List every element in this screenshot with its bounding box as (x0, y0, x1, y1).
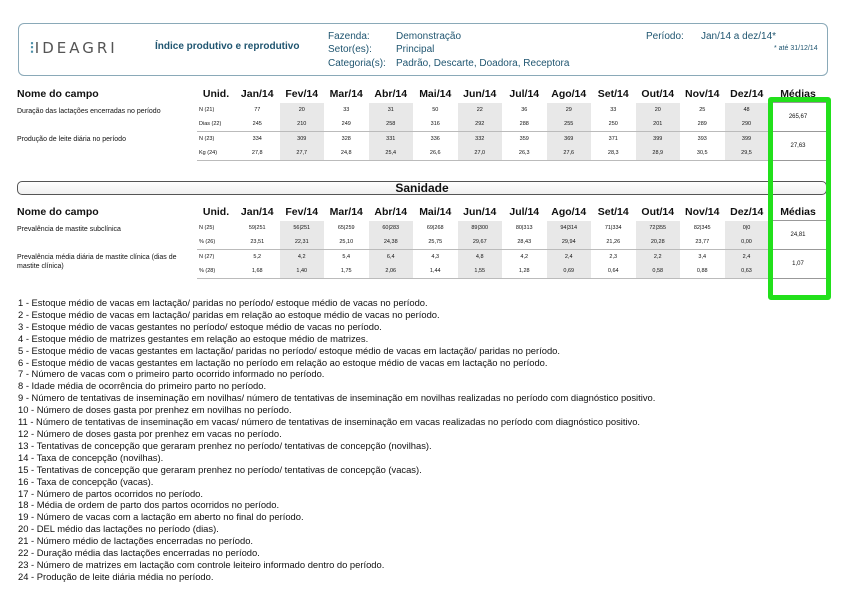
value-cell: 50 (432, 106, 439, 113)
sanidade-table (17, 204, 828, 279)
value-cell: 0,69 (547, 264, 592, 279)
value-cell: 94|314 (547, 221, 592, 235)
footnote-item: 6 - Estoque médio de vacas gestantes em lactação no período em relação ao estoque médio de vacas em lactação no período. (18, 356, 548, 368)
value-cell: 69|268 (426, 224, 444, 231)
column-header-month: Set/14 (597, 206, 629, 219)
logo-mark-icon: ⫶ (30, 39, 34, 57)
category-label: Categoria(s): (328, 58, 386, 69)
value-cell: 25,10 (324, 235, 369, 250)
field-name: Prevalência de mastite subclínica (17, 225, 121, 233)
value-cell: 1,40 (280, 264, 325, 279)
value-cell: 4,2 (520, 253, 529, 260)
value-cell: 249 (324, 117, 369, 132)
value-cell: 23,51 (235, 235, 280, 250)
value-cell: 0,00 (725, 235, 770, 250)
column-header-month: Jul/14 (509, 88, 540, 101)
value-cell: 1,75 (324, 264, 369, 279)
column-header-month: Abr/14 (374, 88, 408, 101)
value-cell: 60|283 (369, 221, 414, 235)
column-header-month: Abr/14 (374, 206, 408, 219)
value-cell: 27,6 (547, 146, 592, 161)
value-cell: 27,0 (458, 146, 503, 161)
value-cell: 26,3 (502, 146, 547, 161)
value-cell: 33 (610, 106, 617, 113)
value-cell: 309 (280, 131, 325, 146)
footnote-item: 10 - Número de doses gasta por prenhez em novilhas no período. (18, 404, 292, 416)
value-cell: 28,9 (636, 146, 681, 161)
field-name: Duração das lactações encerradas no período (17, 107, 161, 115)
value-cell: 1,28 (502, 264, 547, 279)
value-cell: 336 (430, 135, 440, 142)
value-cell: 0,64 (591, 264, 636, 279)
ideagri-logo (30, 39, 118, 57)
value-cell: 369 (547, 131, 592, 146)
value-cell: 25,4 (369, 146, 414, 161)
footnote-item: 2 - Estoque médio de vacas em lactação/ paridas em relação ao estoque médio de vacas no período. (18, 308, 440, 320)
column-header-unit: Unid. (202, 206, 230, 219)
production-table (17, 86, 828, 161)
column-header-month: Mai/14 (419, 88, 452, 101)
value-cell: 20 (636, 103, 681, 117)
column-header-month: Jul/14 (509, 206, 540, 219)
column-header-month: Set/14 (597, 88, 629, 101)
column-header-month: Mar/14 (329, 206, 363, 219)
value-cell: 0|0 (725, 221, 770, 235)
value-cell: 328 (341, 135, 351, 142)
value-cell: 1,44 (413, 264, 458, 279)
value-cell: 24,8 (324, 146, 369, 161)
value-cell: 80|313 (515, 224, 533, 231)
value-cell: 399 (725, 131, 770, 146)
value-cell: 0,88 (680, 264, 725, 279)
header-row (17, 204, 827, 221)
unit-cell: N (27) (199, 253, 215, 260)
footnote-item: 19 - Número de vacas com a lactação em aberto no final do período. (18, 511, 304, 523)
column-header-month: Jun/14 (463, 88, 497, 101)
unit-cell: % (28) (197, 264, 235, 279)
average-cell: 265,67 (769, 103, 827, 132)
value-cell: 28,43 (502, 235, 547, 250)
value-cell: 2,06 (369, 264, 414, 279)
column-header-month: Ago/14 (551, 206, 587, 219)
column-header-average: Médias (780, 206, 816, 218)
value-cell: 28,3 (591, 146, 636, 161)
column-header-name: Nome do campo (17, 206, 99, 219)
report-title: Índice produtivo e reprodutivo (155, 41, 300, 52)
value-cell: 371 (608, 135, 618, 142)
footnote-item: 24 - Produção de leite diária média no período. (18, 570, 214, 582)
column-header-month: Mar/14 (329, 88, 363, 101)
value-cell: 65|259 (337, 224, 355, 231)
value-cell: 4,2 (280, 249, 325, 264)
value-cell: 5,2 (253, 253, 262, 260)
value-cell: 1,55 (458, 264, 503, 279)
logo-text: IDEAGRI (34, 39, 118, 57)
table-row (17, 131, 827, 146)
footnote-item: 16 - Taxa de concepção (vacas). (18, 475, 154, 487)
sector-label: Setor(es): (328, 44, 372, 55)
footnote-item: 9 - Número de tentativas de inseminação em novilhas/ número de tentativas de inseminação em novilhas realizadas no período com diagnóstico positivo. (18, 392, 656, 404)
value-cell: 292 (458, 117, 503, 132)
value-cell: 72|355 (636, 221, 681, 235)
value-cell: 89|300 (458, 221, 503, 235)
footnote-item: 23 - Número de matrizes em lactação com controle leiteiro informado dentro do período. (18, 558, 385, 570)
value-cell: 5,4 (342, 253, 351, 260)
value-cell: 0,63 (725, 264, 770, 279)
column-header-month: Fev/14 (285, 88, 319, 101)
unit-cell: Dias (22) (197, 117, 235, 132)
value-cell: 2,2 (636, 249, 681, 264)
footnote-item: 12 - Número de doses gasta por prenhez em vacas no período. (18, 427, 282, 439)
value-cell: 30,5 (680, 146, 725, 161)
value-cell: 29,94 (547, 235, 592, 250)
value-cell: 20,28 (636, 235, 681, 250)
value-cell: 2,4 (547, 249, 592, 264)
footnote-item: 13 - Tentativas de concepção que geraram prenhez no período/ tentativas de concepção (novilhas). (18, 439, 432, 451)
footnote-item: 8 - Idade média de ocorrência do primeiro parto no período. (18, 380, 267, 392)
value-cell: 210 (280, 117, 325, 132)
value-cell: 71|334 (604, 224, 622, 231)
footnote-item: 14 - Taxa de concepção (novilhas). (18, 451, 164, 463)
period-value: Jan/14 a dez/14* (701, 31, 777, 42)
value-cell: 82|345 (693, 224, 711, 231)
table-row (17, 249, 827, 264)
value-cell: 29 (547, 103, 592, 117)
value-cell: 331 (369, 131, 414, 146)
value-cell: 29,5 (725, 146, 770, 161)
column-header-name: Nome do campo (17, 88, 99, 101)
average-cell: 27,63 (769, 131, 827, 160)
column-header-month: Fev/14 (285, 206, 319, 219)
value-cell: 0,58 (636, 264, 681, 279)
unit-cell: Kg (24) (197, 146, 235, 161)
value-cell: 1,68 (235, 264, 280, 279)
header-row (17, 86, 827, 103)
footnote-item: 18 - Média de ordem de parto dos partos ocorridos no período. (18, 499, 280, 511)
column-header-unit: Unid. (202, 88, 230, 101)
farm-value: Demonstração (396, 31, 462, 42)
value-cell: 359 (519, 135, 529, 142)
footnote-item: 15 - Tentativas de concepção que geraram prenhez no período/ tentativas de concepção (vacas). (18, 463, 422, 475)
column-header-month: Nov/14 (685, 88, 720, 101)
field-name: Prevalência média diária de mastite clínica (dias de mastite clínica) (17, 254, 177, 270)
farm-label: Fazenda: (328, 31, 370, 42)
value-cell: 245 (235, 117, 280, 132)
value-cell: 2,3 (609, 253, 618, 260)
column-header-month: Mai/14 (419, 206, 452, 219)
value-cell: 23,77 (680, 235, 725, 250)
value-cell: 393 (697, 135, 707, 142)
value-cell: 258 (369, 117, 414, 132)
footnote-item: 3 - Estoque médio de vacas gestantes no período/ estoque médio de vacas no período. (18, 320, 382, 332)
footnote-item: 17 - Número de partos ocorridos no período. (18, 487, 203, 499)
value-cell: 316 (413, 117, 458, 132)
footnote-item: 7 - Número de vacas com o primeiro parto ocorrido informado no período. (18, 368, 325, 380)
value-cell: 6,4 (369, 249, 414, 264)
table-row (17, 103, 827, 117)
column-header-month: Ago/14 (551, 88, 587, 101)
value-cell: 33 (343, 106, 350, 113)
value-cell: 250 (591, 117, 636, 132)
value-cell: 22 (458, 103, 503, 117)
value-cell: 77 (254, 106, 261, 113)
column-header-month: Out/14 (641, 88, 675, 101)
value-cell: 56|251 (280, 221, 325, 235)
column-header-average: Médias (780, 88, 816, 100)
value-cell: 48 (725, 103, 770, 117)
value-cell: 332 (458, 131, 503, 146)
unit-cell: % (26) (197, 235, 235, 250)
column-header-month: Jun/14 (463, 206, 497, 219)
value-cell: 26,6 (413, 146, 458, 161)
footnote-item: 20 - DEL médio das lactações no período (dias). (18, 523, 219, 535)
value-cell: 21,26 (591, 235, 636, 250)
value-cell: 4,3 (431, 253, 440, 260)
period-label: Período: (646, 31, 684, 42)
unit-cell: N (23) (199, 135, 215, 142)
value-cell: 22,31 (280, 235, 325, 250)
footnote-item: 21 - Número médio de lactações encerradas no período. (18, 535, 254, 547)
footnote-item: 11 - Número de tentativas de inseminação em vacas/ número de tentativas de inseminação em vacas realizadas no período com diagnóstico positivo. (18, 416, 641, 428)
value-cell: 289 (680, 117, 725, 132)
field-name: Produção de leite diária no período (17, 136, 126, 143)
value-cell: 20 (280, 103, 325, 117)
value-cell: 288 (502, 117, 547, 132)
footnote-item: 22 - Duração média das lactações encerradas no período. (18, 547, 260, 559)
table-row (17, 221, 827, 235)
value-cell: 31 (369, 103, 414, 117)
average-cell: 1,07 (769, 249, 827, 278)
value-cell: 36 (521, 106, 528, 113)
footnote-item: 1 - Estoque médio de vacas em lactação/ paridas no período/ estoque médio de vacas no período. (18, 297, 428, 308)
period-note: * até 31/12/14 (774, 45, 818, 52)
value-cell: 4,8 (458, 249, 503, 264)
column-header-month: Dez/14 (730, 206, 764, 219)
footnotes-list (18, 297, 655, 583)
averages-highlight-box (768, 97, 831, 300)
average-cell: 24,81 (769, 221, 827, 250)
value-cell: 334 (252, 135, 262, 142)
sector-value: Principal (396, 44, 435, 55)
category-value: Padrão, Descarte, Doadora, Receptora (396, 58, 570, 69)
column-header-month: Out/14 (641, 206, 675, 219)
value-cell: 27,7 (280, 146, 325, 161)
value-cell: 24,38 (369, 235, 414, 250)
footnote-item: 5 - Estoque médio de vacas gestantes em lactação/ paridas no período/ estoque médio de vacas em lactação/ paridas no período. (18, 344, 560, 356)
footnote-item: 4 - Estoque médio de matrizes gestantes em relação ao estoque médio de matrizes. (18, 332, 369, 344)
value-cell: 201 (636, 117, 681, 132)
unit-cell: N (21) (199, 106, 215, 113)
section-title-sanidade: Sanidade (17, 181, 827, 195)
value-cell: 2,4 (725, 249, 770, 264)
unit-cell: N (25) (199, 224, 215, 231)
value-cell: 3,4 (698, 253, 707, 260)
value-cell: 255 (547, 117, 592, 132)
value-cell: 29,67 (458, 235, 503, 250)
column-header-month: Jan/14 (240, 88, 274, 101)
value-cell: 399 (636, 131, 681, 146)
column-header-month: Jan/14 (240, 206, 274, 219)
value-cell: 25,75 (413, 235, 458, 250)
value-cell: 59|251 (248, 224, 266, 231)
value-cell: 25 (699, 106, 706, 113)
value-cell: 27,8 (235, 146, 280, 161)
column-header-month: Nov/14 (685, 206, 720, 219)
value-cell: 290 (725, 117, 770, 132)
column-header-month: Dez/14 (730, 88, 764, 101)
